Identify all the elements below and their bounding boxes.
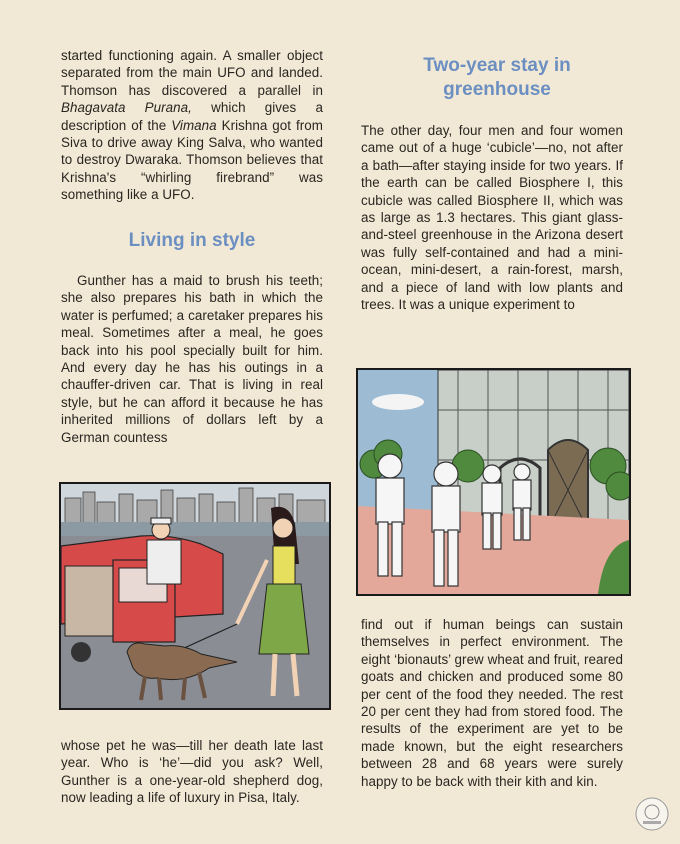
heading-living-in-style: Living in style	[128, 230, 256, 251]
right-paragraph-1: The other day, four men and four women came out of a huge ‘cubicle’—no, not after a bath—after staying inside for two years. If the earth can be called Biosphere I, this cubicle was called Biosphere II, which was as large as 1.3 hectares. This giant glass-and-steel greenhouse in the Arizona desert was fully self-contained and had a mini-ocean, mini-desert, a rain-forest, marsh, and a piece of land with low plants and trees. It was a unique experiment to	[361, 123, 623, 313]
left-paragraph-3: whose pet he was—till her death late last year. Who is ‘he’—did you ask? Well, Gunther is a one-year-old shepherd dog, now leading a life of luxury in Pisa, Italy.	[61, 738, 323, 806]
dog-walk-drawing	[61, 484, 329, 708]
emphasis-vimana: Vimana	[171, 117, 217, 133]
left-paragraph-1: started functioning again. A smaller object separated from the main UFO and landed. Thomson has discovered a parallel in Bhagavata Purana, which gives a description of the Vimana Krishna got from Siva to drive away King Salva, who wanted to destroy Dwaraka. Thomson believes that Krishna's “whirling firebrand” was something like a UFO.	[61, 48, 323, 203]
right-column-2	[361, 616, 623, 790]
biosphere-illustration	[356, 368, 631, 596]
left-column	[61, 47, 323, 204]
right-column	[361, 122, 623, 313]
biosphere-drawing	[358, 370, 629, 594]
right-paragraph-2: find out if human beings can sustain themselves in perfect environment. The eight ‘bionauts’ grew wheat and fruit, reared goats and chicken and produced some 80 per cent of the food they needed. The rest 20 per cent they had from stored food. The results of the experiment are yet to be made known, but the eight researchers between 28 and 68 years were surely happy to be back with their kith and kin.	[361, 617, 623, 789]
publisher-seal	[634, 796, 670, 832]
dog-walk-illustration	[59, 482, 331, 710]
heading-two-year-stay: Two-year stay in greenhouse	[423, 55, 571, 100]
left-column-2	[61, 272, 323, 446]
seal-icon	[634, 796, 670, 832]
left-column-3	[61, 737, 323, 807]
left-paragraph-2: Gunther has a maid to brush his teeth; she also prepares his bath in which the water is perfumed; a caretaker prepares his meal. Sometimes after a meal, he goes back into his pool specially built for him. And every day he has his outings in a chauffer-driven car. That is living in real style, but he can afford it because he has inherited millions of dollars left by a German countess	[61, 273, 323, 445]
emphasis-bhagavata-purana: Bhagavata Purana,	[61, 100, 192, 116]
